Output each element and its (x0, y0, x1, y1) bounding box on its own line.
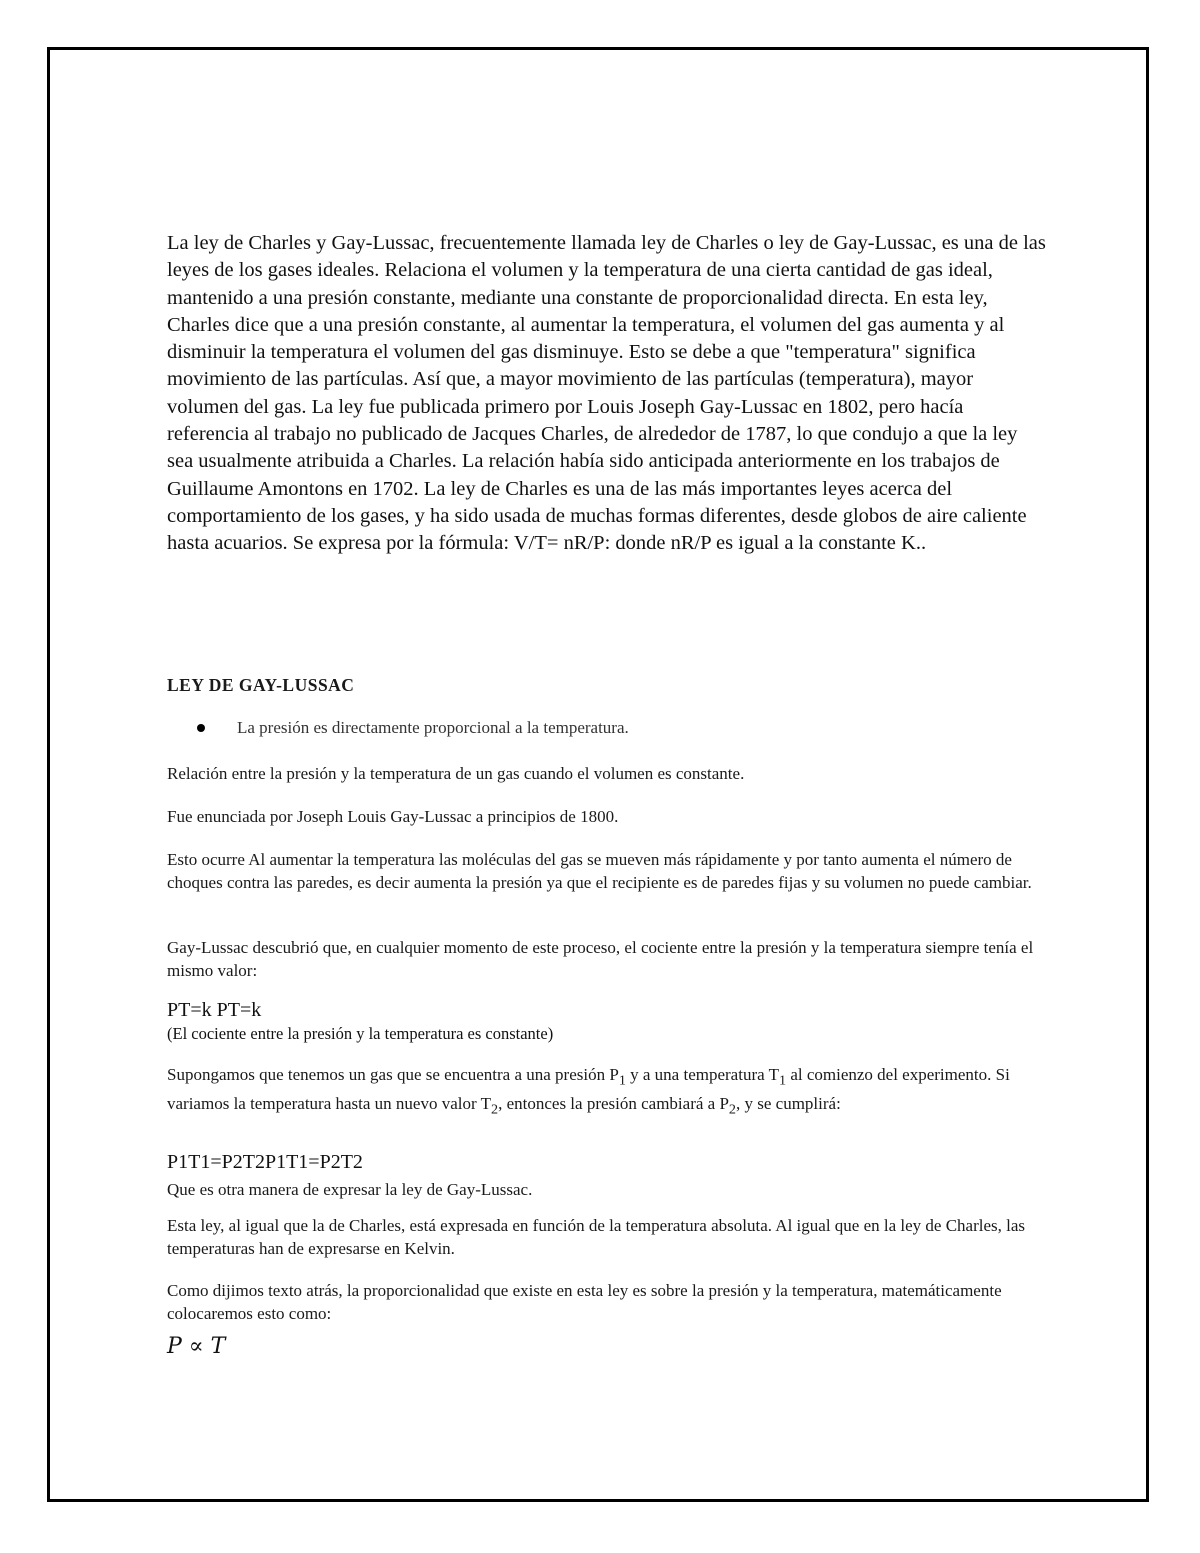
formula-pt-k: PT=k PT=k (167, 999, 262, 1021)
paragraph-another-way: Que es otra manera de expresar la ley de Gay-Lussac. (167, 1180, 533, 1199)
formula-note: (El cociente entre la presión y la temperatura es constante) (167, 1024, 554, 1043)
paragraph-proportionality: Como dijimos texto atrás, la proporcionalidad que existe en esta ley es sobre la presión y la temperatura, matemáticamente colocaremos esto como: (167, 1281, 1002, 1323)
bullet-item (197, 718, 629, 738)
paragraph-absolute-temp: Esta ley, al igual que la de Charles, está expresada en función de la temperatura absoluta. Al igual que en la ley de Charles, las temperaturas han de expresarse en Kelvin. (167, 1216, 1026, 1258)
section-heading: LEY DE GAY-LUSSAC (167, 675, 355, 695)
bullet-icon (197, 724, 205, 732)
paragraph-discovery: Gay-Lussac descubrió que, en cualquier momento de este proceso, el cociente entre la presión y la temperatura siempre tenía el mismo valor: (167, 938, 1034, 980)
formula-p1t1: P1T1=P2T2P1T1=P2T2 (167, 1151, 363, 1173)
paragraph-explanation: Esto ocurre Al aumentar la temperatura las moléculas del gas se mueven más rápidamente y por tanto aumenta el número de choques contra las paredes, es decir aumenta la presión ya que el recipiente es de paredes fijas y su volumen no puede cambiar. (167, 850, 1032, 892)
intro-paragraph: La ley de Charles y Gay-Lussac, frecuentemente llamada ley de Charles o ley de Gay-Lussac, es una de las leyes de los gases ideales. Relaciona el volumen y la temperatura de una cierta cantidad de gas ideal, mantenido a una presión constante, mediante una constante de proporcionalidad directa. En esta ley, Charles dice que a una presión constante, al aumentar la temperatura, el volumen del gas aumenta y al disminuir la temperatura el volumen del gas disminuye. Esto se debe a que "temperatura" significa movimiento de las partículas. Así que, a mayor movimiento de las partículas (temperatura), mayor volumen del gas. La ley fue publicada primero por Louis Joseph Gay-Lussac en 1802, pero hacía referencia al trabajo no publicado de Jacques Charles, de alrededor de 1787, lo que condujo a que la ley sea usualmente atribuida a Charles. La relación había sido anticipada anteriormente en los trabajos de Guillaume Amontons en 1702. La ley de Charles es una de las más importantes leyes acerca del comportamiento de los gases, y ha sido usada de muchas formas diferentes, desde globos de aire caliente hasta acuarios. Se expresa por la fórmula: V/T= nR/P: donde nR/P es igual a la constante K.. (167, 232, 1046, 555)
paragraph-suppose: Supongamos que tenemos un gas que se encuentra a una presión $P_1$ y a una temperatura $T_1$ al comienzo del experimento. Si variamos la temperatura hasta un nuevo valor $T_2$, entonces la presión cambiará a $P_2$, y se cumplirá: (167, 1065, 1010, 1118)
math-proportional: P ∝ T (167, 1334, 226, 1359)
paragraph-enunciated: Fue enunciada por Joseph Louis Gay-Lussac a principios de 1800. (167, 807, 619, 826)
paragraph-relation: Relación entre la presión y la temperatura de un gas cuando el volumen es constante. (167, 764, 745, 783)
bullet-text: La presión es directamente proporcional a la temperatura. (237, 718, 629, 737)
